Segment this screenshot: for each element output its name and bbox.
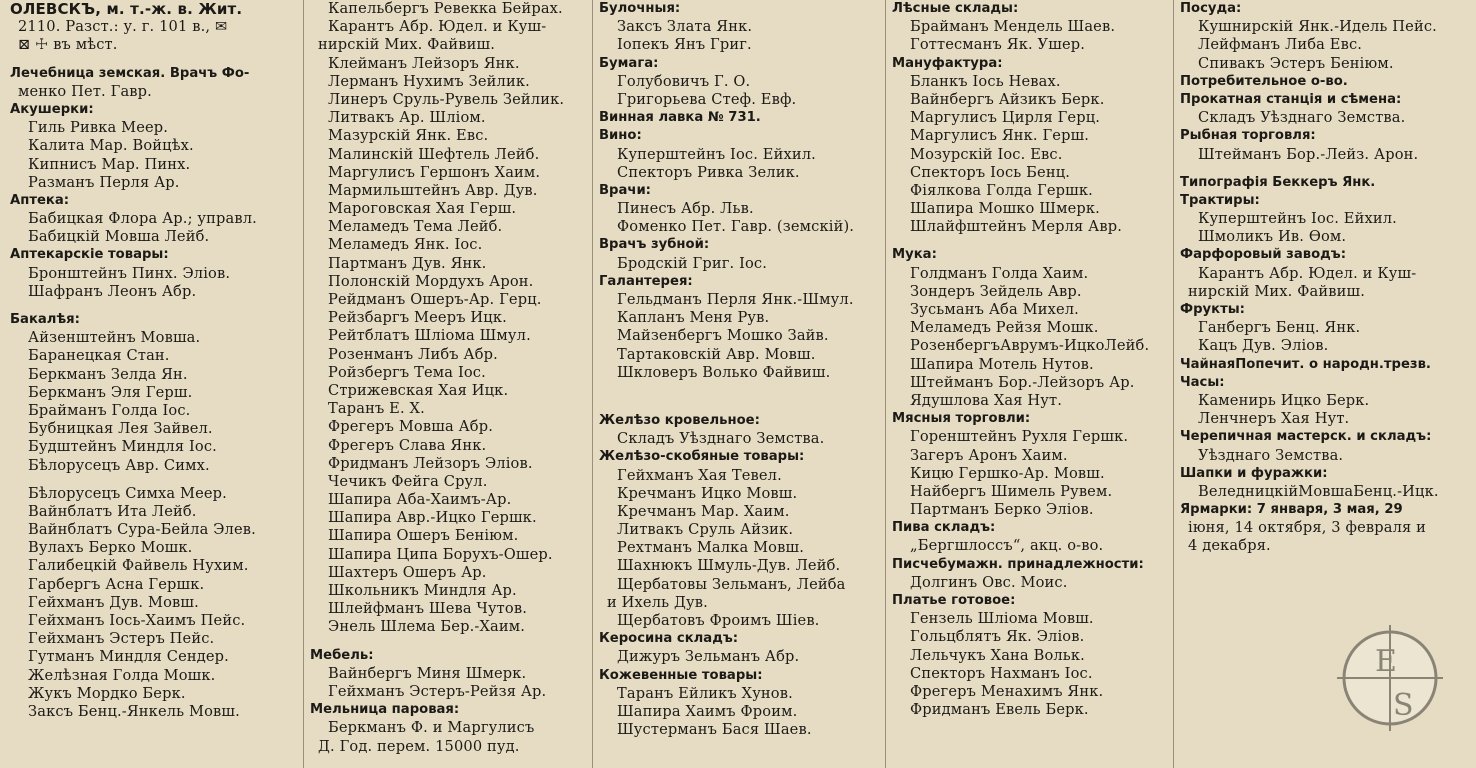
directory-entry: Бланкъ Іось Невах. <box>910 72 1061 90</box>
category-heading: Аптекарскіе товары: <box>10 247 169 263</box>
directory-entry: Гольцблятъ Як. Эліов. <box>910 628 1085 646</box>
category-heading: Мясныя торговли: <box>892 411 1031 427</box>
directory-entry: Заксъ Злата Янк. <box>617 18 753 36</box>
directory-entry: Бабицкая Флора Ар.; управл. <box>28 210 257 228</box>
directory-entry: Полонскій Мордухъ Арон. <box>328 272 534 290</box>
entry-continuation: Д. Год. перем. 15000 пуд. <box>318 737 520 755</box>
category-heading: Шапки и фуражки: <box>1180 465 1328 481</box>
category-heading: Платье готовое: <box>892 593 1016 608</box>
directory-entry: Брайманъ Мендель Шаев. <box>910 18 1116 36</box>
directory-entry: Спекторъ Ривка Зелик. <box>617 163 800 181</box>
directory-entry: Рейдманъ Ошеръ-Ар. Герц. <box>328 291 542 308</box>
directory-entry: Бабицкій Мовша Лейб. <box>28 228 210 246</box>
directory-entry: Гутманъ Миндля Сендер. <box>28 648 229 666</box>
section-gap <box>593 392 882 402</box>
directory-entry: Малинскій Шефтель Лейб. <box>328 145 540 163</box>
category-heading: Часы: <box>1180 374 1225 390</box>
directory-entry: Шапира Мотель Нутов. <box>910 355 1094 373</box>
entry-continuation: ⊠ ☩ въ мѣст. <box>18 36 118 54</box>
directory-entry: Зондеръ Зейдель Авр. <box>910 282 1082 300</box>
directory-entry: Желѣзная Голда Мошк. <box>28 666 216 684</box>
directory-entry: Стрижевская Хая Ицк. <box>328 381 509 399</box>
category-heading: Лечебница земская. Врачъ Фо- <box>10 65 250 81</box>
section-gap <box>4 475 302 485</box>
section-gap <box>886 236 1170 246</box>
section-gap <box>304 637 589 647</box>
section-gap <box>4 301 302 311</box>
directory-entry: Разманъ Перля Ар. <box>28 173 180 191</box>
directory-entry: Зусьманъ Аба Михел. <box>910 301 1079 318</box>
directory-entry: Таранъ Е. Х. <box>328 400 425 418</box>
directory-entry: Бронштейнъ Пинх. Эліов. <box>28 264 231 282</box>
directory-entry: Карантъ Абр. Юдел. и Куш- <box>328 18 547 36</box>
directory-entry: Капланъ Меня Рув. <box>617 309 770 327</box>
directory-entry: Шапира Ципа Борухъ-Ошер. <box>328 545 553 563</box>
directory-entry: Жукъ Мордко Берк. <box>28 684 186 702</box>
directory-entry: Брайманъ Голда Іос. <box>28 401 191 419</box>
directory-entry: Мазурскій Янк. Евс. <box>328 127 489 145</box>
column-2 <box>303 0 589 768</box>
directory-entry: Гензель Шліома Мовш. <box>910 610 1094 628</box>
directory-entry: Маргулисъ Цирля Герц. <box>910 109 1101 127</box>
directory-entry: Мозурскій Іос. Евс. <box>910 145 1063 163</box>
directory-entry: Штейманъ Бор.-Лейз. Арон. <box>1198 145 1419 163</box>
directory-entry: Спекторъ Нахманъ Іос. <box>910 664 1093 682</box>
directory-entry: Меламедъ Тема Лейб. <box>328 218 503 236</box>
category-heading: Врачи: <box>599 182 651 198</box>
directory-entry: Фіялкова Голда Гершк. <box>910 181 1093 199</box>
entry-continuation: 2110. Разст.: у. г. 101 в., ✉ <box>18 18 228 36</box>
directory-entry: Чечикъ Фейга Срул. <box>328 472 488 490</box>
category-heading: ЧайнаяПопечит. о народн.трезв. <box>1180 356 1431 372</box>
stamp-letter-s: S <box>1393 688 1414 723</box>
directory-entry: Дижуръ Зельманъ Абр. <box>617 648 800 666</box>
directory-entry: Кречманъ Мар. Хаим. <box>617 502 790 520</box>
directory-entry: Уѣзднаго Земства. <box>1198 446 1344 464</box>
category-heading: Акушерки: <box>10 101 94 117</box>
category-heading: Желѣзо кровельное: <box>599 412 760 428</box>
category-heading: Фрукты: <box>1180 302 1245 317</box>
directory-entry: Спекторъ Іось Бенц. <box>910 163 1071 181</box>
directory-entry: Горенштейнъ Рухля Гершк. <box>910 428 1129 446</box>
directory-entry: Тартаковскій Авр. Мовш. <box>617 345 816 363</box>
directory-entry: Ядушлова Хая Нут. <box>910 391 1063 409</box>
directory-entry: Калита Мар. Войцѣх. <box>28 137 194 155</box>
directory-entry: Шапира Хаимъ Фроим. <box>617 702 798 720</box>
directory-entry: Майзенбергъ Мошко Зайв. <box>617 327 829 345</box>
section-gap <box>593 402 882 412</box>
directory-entry: Вайнблатъ Ита Лейб. <box>28 502 197 520</box>
directory-entry: Шустерманъ Бася Шаев. <box>617 721 812 739</box>
entry-continuation: менко Пет. Гавр. <box>18 82 152 100</box>
directory-entry: Беркманъ Эля Герш. <box>28 383 193 401</box>
directory-entry: Вайнбергъ Айзикъ Берк. <box>910 90 1105 108</box>
directory-entry: Вайнбергъ Миня Шмерк. <box>328 664 527 682</box>
category-heading: Мука: <box>892 247 937 263</box>
directory-entry: Голубовичъ Г. О. <box>617 72 751 90</box>
directory-entry: Партманъ Берко Эліов. <box>910 501 1094 519</box>
directory-entry: Беркманъ Зелда Ян. <box>28 365 188 383</box>
directory-entry: Кацъ Дув. Эліов. <box>1198 337 1329 355</box>
directory-entry: Ганбергъ Бенц. Янк. <box>1198 319 1361 337</box>
directory-entry: Григорьева Стеф. Евф. <box>617 90 797 108</box>
directory-entry: Куперштейнъ Іос. Ейхил. <box>1198 210 1397 228</box>
category-heading: Мебель: <box>310 647 374 663</box>
category-heading: Вино: <box>599 128 642 144</box>
directory-entry: Лейфманъ Либа Евс. <box>1198 36 1363 54</box>
directory-entry: Энель Шлема Бер.-Хаим. <box>328 618 526 636</box>
category-heading: Бакалѣя: <box>10 312 80 327</box>
directory-entry: Шахтеръ Ошеръ Ар. <box>328 563 487 581</box>
directory-entry: Іопекъ Янъ Григ. <box>617 36 752 54</box>
es-stamp-icon <box>1335 623 1445 733</box>
directory-entry: Мароговская Хая Герш. <box>328 200 517 218</box>
directory-entry: Гейхманъ Хая Тевел. <box>617 466 782 484</box>
stamp-letter-e: E <box>1375 644 1397 679</box>
category-heading: Мельница паровая: <box>310 702 460 718</box>
directory-entry: Меламедъ Янк. Іос. <box>328 236 483 254</box>
category-heading: Типографія Беккеръ Янк. <box>1180 174 1376 190</box>
category-heading: Трактиры: <box>1180 192 1260 208</box>
directory-entry: Шкловеръ Волько Файвиш. <box>617 363 831 381</box>
directory-entry: Шлайфштейнъ Мерля Авр. <box>910 218 1123 236</box>
directory-entry: Гейхманъ Дув. Мовш. <box>28 593 199 611</box>
entry-continuation: нирскій Мих. Файвиш. <box>1188 282 1365 300</box>
directory-entry: Шафранъ Леонъ Абр. <box>28 282 197 300</box>
directory-entry: Шапира Аба-Хаимъ-Ар. <box>328 491 512 509</box>
directory-entry: Мармильштейнъ Авр. Дув. <box>328 181 538 199</box>
directory-entry: Загеръ Аронъ Хаим. <box>910 446 1068 464</box>
directory-entry: „Бергшлоссъ“, акц. о-во. <box>910 537 1104 555</box>
directory-entry: Спивакъ Эстеръ Беніюм. <box>1198 54 1394 72</box>
directory-entry: Рейзбаргъ Мееръ Ицк. <box>328 309 507 327</box>
directory-entry: Штейманъ Бор.-Лейзоръ Ар. <box>910 373 1135 391</box>
section-gap <box>593 382 882 392</box>
directory-entry: Карантъ Абр. Юдел. и Куш- <box>1198 264 1417 282</box>
directory-entry: Бѣлорусецъ Симха Меер. <box>28 484 227 502</box>
directory-entry: Будштейнъ Миндля Іос. <box>28 438 217 456</box>
category-heading: Лѣсные склады: <box>892 1 1019 16</box>
directory-entry: Айзенштейнъ Мовша. <box>28 329 201 347</box>
category-heading: Керосина складъ: <box>599 631 739 647</box>
directory-entry: Куперштейнъ Іос. Ейхил. <box>617 145 816 163</box>
directory-entry: Фрегеръ Мовша Абр. <box>328 418 494 436</box>
directory-entry: Таранъ Ейликъ Хунов. <box>617 684 793 702</box>
directory-entry: Фрегеръ Слава Янк. <box>328 436 487 454</box>
directory-entry: Каменирь Ицко Берк. <box>1198 391 1370 409</box>
directory-entry: Кицю Гершко-Ар. Мовш. <box>910 464 1105 482</box>
category-heading: Потребительное о-во. <box>1180 73 1348 89</box>
directory-entry: Маргулисъ Янк. Герш. <box>910 127 1090 145</box>
directory-entry: Гиль Ривка Меер. <box>28 119 169 137</box>
directory-entry: Капельбергъ Ревекка Бейрах. <box>328 0 563 17</box>
directory-entry: Линеръ Сруль-Рувель Зейлик. <box>328 90 565 108</box>
category-heading: Галантерея: <box>599 273 693 289</box>
directory-entry: Литвакъ Сруль Айзик. <box>617 521 794 539</box>
directory-entry: Складъ Уѣзднаго Земства. <box>1198 109 1406 127</box>
category-heading: Аптека: <box>10 192 70 208</box>
directory-entry: Гейхманъ Іось-Хаимъ Пейс. <box>28 612 246 629</box>
category-heading: Прокатная станція и сѣмена: <box>1180 91 1402 107</box>
directory-entry: Кречманъ Ицко Мовш. <box>617 484 798 502</box>
directory-entry: Лельчукъ Хана Вольк. <box>910 646 1085 664</box>
category-heading: Пива складъ: <box>892 520 996 536</box>
directory-entry: Бубницкая Лея Зайвел. <box>28 420 213 438</box>
directory-entry: РозенбергъАврумъ-ИцкоЛейб. <box>910 337 1150 355</box>
directory-entry: Баранецкая Стан. <box>28 347 170 365</box>
directory-entry: Шапира Авр.-Ицко Гершк. <box>328 509 537 527</box>
entry-continuation: нирскій Мих. Файвиш. <box>318 36 495 54</box>
category-heading: Булочныя: <box>599 1 681 16</box>
directory-entry: Маргулисъ Гершонъ Хаим. <box>328 163 541 181</box>
directory-entry: Бродскій Григ. Іос. <box>617 254 768 272</box>
directory-entry: Гейхманъ Эстеръ Пейс. <box>28 630 215 648</box>
directory-entry: Фрегеръ Менахимъ Янк. <box>910 682 1104 700</box>
town-title: ОЛЕВСКЪ, м. т.-ж. в. Жит. <box>10 0 243 18</box>
category-heading: Винная лавка № 731. <box>599 110 761 126</box>
category-heading: Фарфоровый заводъ: <box>1180 247 1346 263</box>
directory-entry: Галибецкій Файвель Нухим. <box>28 557 249 575</box>
directory-entry: Меламедъ Рейзя Мошк. <box>910 319 1099 337</box>
column-3 <box>592 0 882 768</box>
category-heading: Врачъ зубной: <box>599 237 710 253</box>
section-gap <box>1174 164 1473 174</box>
directory-entry: Кипнисъ Мар. Пинх. <box>28 155 191 173</box>
directory-entry: Готтесманъ Як. Ушер. <box>910 36 1086 54</box>
category-heading: Ярмарки: 7 января, 3 мая, 29 <box>1180 502 1403 518</box>
category-heading: Желѣзо-скобяные товары: <box>599 449 805 465</box>
directory-entry: Вулахъ Берко Мошк. <box>28 539 193 557</box>
directory-entry: Складъ Уѣзднаго Земства. <box>617 430 825 448</box>
directory-entry: Школьникъ Миндля Ар. <box>328 582 517 599</box>
category-heading: Писчебумажн. принадлежности: <box>892 556 1144 572</box>
directory-entry: Щербатовы Зельманъ, Лейба <box>617 575 846 593</box>
directory-entry: Фоменко Пет. Гавр. (земскій). <box>617 218 855 236</box>
directory-entry: Фридманъ Лейзоръ Эліов. <box>328 454 533 472</box>
directory-entry: Пинесъ Абр. Льв. <box>617 200 754 218</box>
column-4 <box>885 0 1170 768</box>
directory-entry: Долгинъ Овс. Моис. <box>910 573 1068 591</box>
directory-entry: Лерманъ Нухимъ Зейлик. <box>328 72 530 90</box>
directory-entry: Заксъ Бенц.-Янкель Мовш. <box>28 702 240 720</box>
directory-entry: Гельдманъ Перля Янк.-Шмул. <box>617 291 854 308</box>
directory-entry: Фридманъ Евель Берк. <box>910 701 1089 719</box>
directory-entry: Беркманъ Ф. и Маргулисъ <box>328 719 535 737</box>
directory-entry: Найбергъ Шимель Рувем. <box>910 482 1113 500</box>
directory-entry: Бѣлорусецъ Авр. Симх. <box>28 456 210 474</box>
directory-entry: Розенманъ Либъ Абр. <box>328 345 498 363</box>
section-gap <box>4 55 302 65</box>
column-1 <box>4 0 302 768</box>
directory-entry: Клейманъ Лейзоръ Янк. <box>328 54 520 72</box>
directory-entry: Щербатовъ Фроимъ Шіев. <box>617 612 820 629</box>
directory-entry: Голдманъ Голда Хаим. <box>910 264 1089 282</box>
category-heading: Рыбная торговля: <box>1180 128 1316 144</box>
directory-entry: Вайнблатъ Сура-Бейла Элев. <box>28 521 256 539</box>
directory-entry: Шапира Мошко Шмерк. <box>910 200 1100 218</box>
directory-entry: Шлейфманъ Шева Чутов. <box>328 600 527 618</box>
directory-entry: Шахнюкъ Шмуль-Дув. Лейб. <box>617 557 841 575</box>
directory-entry: Ройзбергъ Тема Іос. <box>328 363 486 381</box>
category-heading: Черепичная мастерск. и складъ: <box>1180 429 1432 445</box>
directory-entry: Шапира Ошеръ Беніюм. <box>328 527 519 545</box>
directory-entry: Кушнирскій Янк.-Идель Пейс. <box>1198 18 1437 36</box>
directory-entry: Партманъ Дув. Янк. <box>328 254 487 272</box>
category-heading: Посуда: <box>1180 1 1242 16</box>
directory-entry: Литвакъ Ар. Шліом. <box>328 109 486 127</box>
directory-entry: Гейхманъ Эстеръ-Рейзя Ар. <box>328 682 547 700</box>
category-heading: Бумага: <box>599 55 659 71</box>
entry-continuation: и Ихель Дув. <box>607 593 708 611</box>
directory-entry: Рехтманъ Малка Мовш. <box>617 539 804 557</box>
directory-entry: Ленчнеръ Хая Нут. <box>1198 410 1350 428</box>
entry-continuation: 4 декабря. <box>1188 537 1271 555</box>
category-heading: Кожевенные товары: <box>599 667 763 683</box>
category-heading: Мануфактура: <box>892 55 1003 71</box>
directory-entry: ВеледницкійМовшаБенц.-Ицк. <box>1198 482 1439 500</box>
directory-entry: Гарбергъ Асна Гершк. <box>28 575 205 593</box>
directory-entry: Шмоликъ Ив. Ѳом. <box>1198 228 1347 246</box>
entry-continuation: іюня, 14 октября, 3 февраля и <box>1188 519 1427 537</box>
directory-entry: Рейтблатъ Шліома Шмул. <box>328 327 531 345</box>
